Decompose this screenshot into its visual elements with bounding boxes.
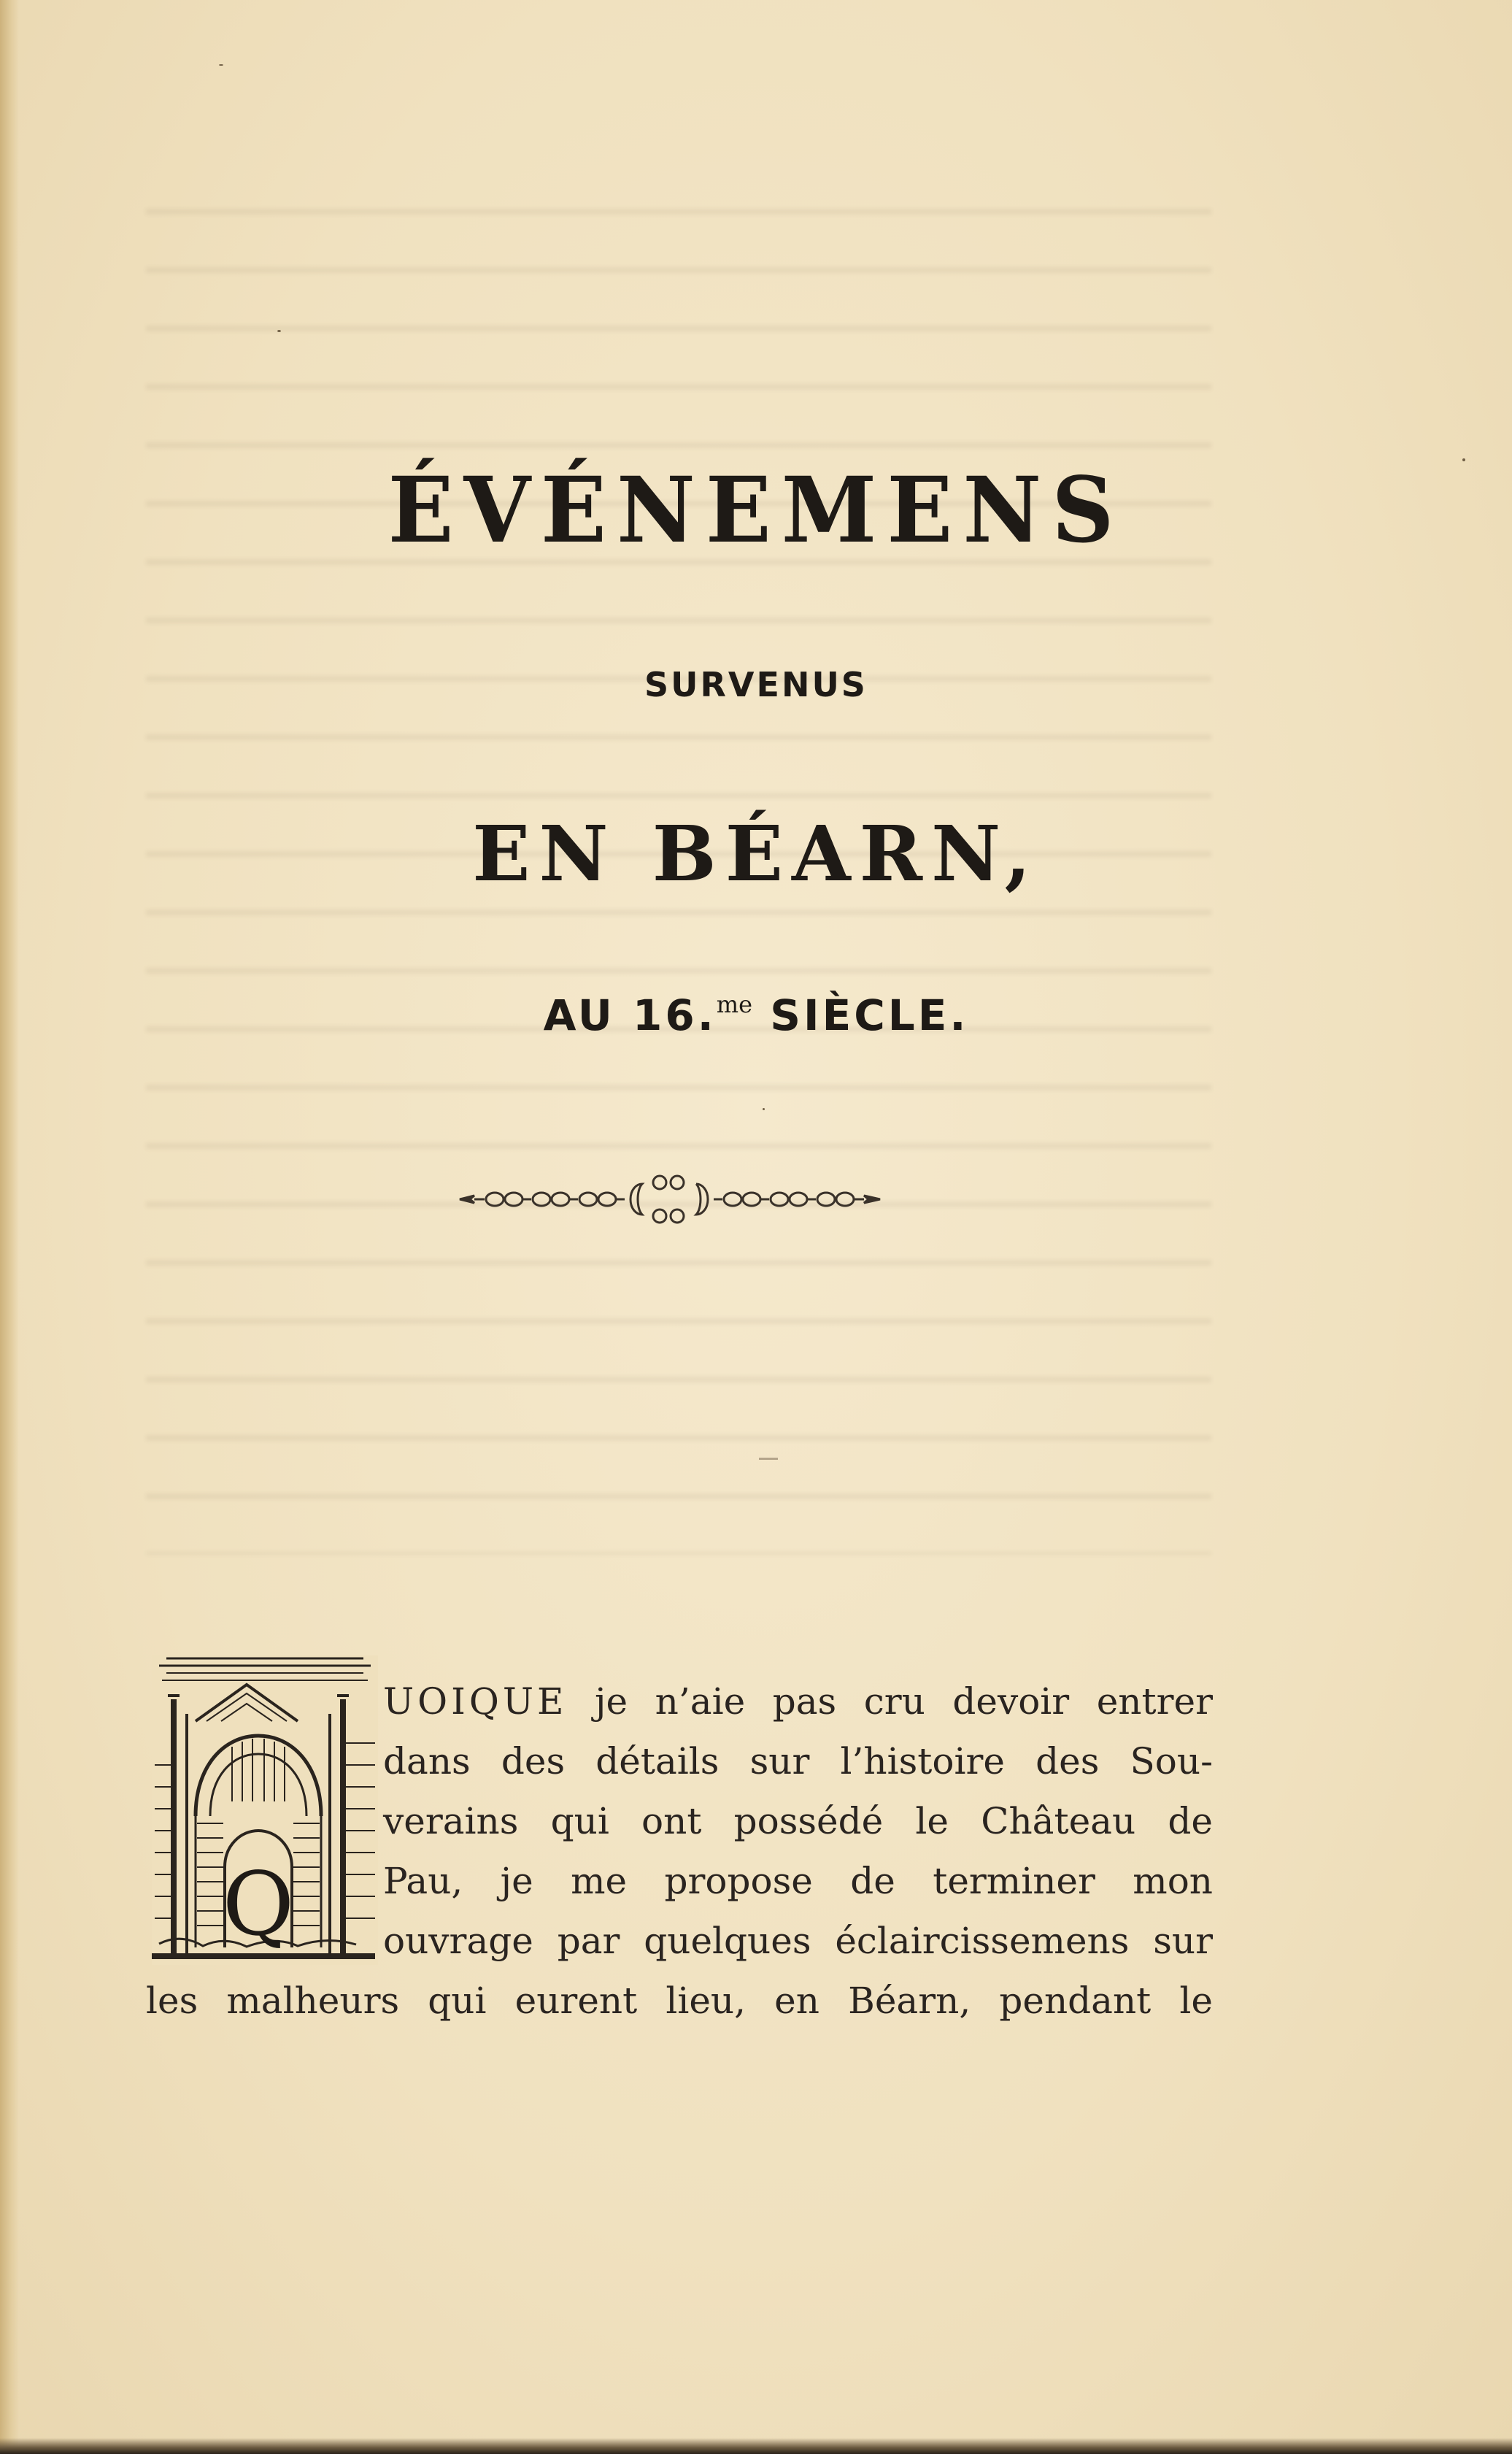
paragraph-line: les malheurs qui eurent lieu, en Béarn, pendant le (146, 1980, 1213, 2022)
paragraph-line: dans des détails sur l’histoire des Sou- (383, 1740, 1213, 1782)
subtitle-century (0, 991, 1512, 1040)
subtitle-survenus: SURVENUS (644, 665, 868, 704)
century-superscript: me (716, 991, 753, 1018)
lead-in-word: UOIQUE (383, 1680, 568, 1723)
page-bottom-edge (0, 2438, 1512, 2454)
binding-edge (0, 0, 19, 2454)
engraved-drop-cap-icon (152, 1655, 378, 1965)
paragraph-line: ouvrage par quelques éclaircissemens sur (383, 1920, 1213, 1962)
century-prefix: AU 16. (543, 991, 717, 1040)
paper-speck (277, 330, 281, 332)
short-rule-divider (759, 1458, 778, 1460)
paper-speck (219, 64, 223, 66)
page-title: ÉVÉNEMENS (387, 456, 1125, 564)
paragraph-line: verains qui ont possédé le Château de (383, 1800, 1213, 1842)
line-text: je n’aie pas cru devoir entrer (567, 1680, 1213, 1723)
subtitle-place: EN BÉARN, (472, 809, 1040, 899)
paper-speck (763, 1108, 765, 1110)
paper-speck (1462, 458, 1465, 461)
paragraph-line (383, 1672, 1213, 1731)
century-suffix: SIÈCLE. (770, 991, 969, 1040)
paragraph-line: Pau, je me propose de terminer mon (383, 1860, 1213, 1902)
chain-ornament-icon (458, 1174, 882, 1225)
drop-cap-letter: Q (222, 1854, 295, 1955)
